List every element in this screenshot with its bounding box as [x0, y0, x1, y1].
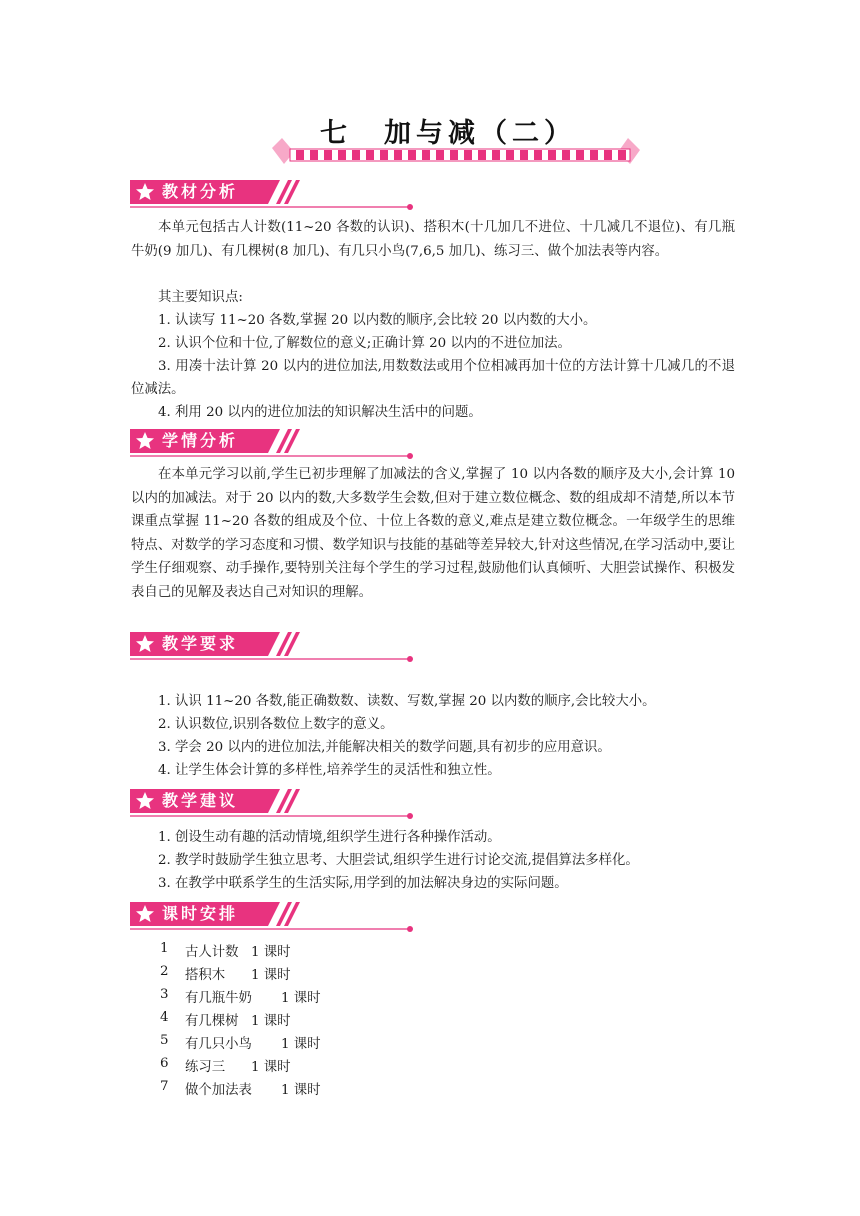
ribbon-square — [590, 150, 598, 160]
schedule-name: 有几棵树 — [185, 1014, 239, 1029]
schedule-name: 有几瓶牛奶 — [185, 991, 252, 1006]
schedule-hours: 1 课时 — [251, 1060, 291, 1075]
ribbon-square — [324, 150, 332, 160]
ribbon-square — [464, 150, 472, 160]
ribbon-square — [352, 150, 360, 160]
schedule-hours: 1 课时 — [281, 1037, 321, 1052]
analysis-points-title: 其主要知识点: — [158, 290, 243, 305]
ribbon-square — [394, 150, 402, 160]
analysis-point: 2. 认识个位和十位,了解数位的意义;正确计算 20 以内的不进位加法。 — [158, 336, 571, 351]
ribbon-square — [450, 150, 458, 160]
analysis-point: 3. 用凑十法计算 20 以内的进位加法,用数数法或用个位相减再加十位的方法计算十几减几的不退位减法。 — [131, 359, 735, 397]
schedule-hours: 1 课时 — [281, 1083, 321, 1098]
section-header-requirements — [130, 632, 420, 666]
suggestion-item: 1. 创设生动有趣的活动情境,组织学生进行各种操作活动。 — [158, 830, 501, 845]
analysis-intro: 本单元包括古人计数(11~20 各数的认识)、搭积木(十几加几不进位、十几减几不退位)、有几瓶牛奶(9 加几)、有几棵树(8 加几)、有几只小鸟(7,6,5 加几)、练习三、做个加法表等内容。 — [131, 220, 735, 259]
ribbon-square — [436, 150, 444, 160]
section-title: 教学要求 — [162, 634, 239, 653]
ribbon-square — [422, 150, 430, 160]
ribbon-square — [520, 150, 528, 160]
ribbon-square — [338, 150, 346, 160]
ribbon-square — [366, 150, 374, 160]
section-title: 教学建议 — [162, 791, 239, 810]
schedule-num: 1 — [160, 941, 169, 956]
ribbon-square — [296, 150, 304, 160]
title-ribbon-decoration — [272, 136, 650, 166]
schedule-num: 7 — [160, 1079, 169, 1094]
suggestion-item: 3. 在教学中联系学生的生活实际,用学到的加法解决身边的实际问题。 — [158, 876, 568, 891]
section-title: 教材分析 — [162, 182, 239, 201]
suggestion-item: 2. 教学时鼓励学生独立思考、大胆尝试,组织学生进行讨论交流,提倡算法多样化。 — [158, 853, 639, 868]
schedule-num: 4 — [160, 1010, 169, 1025]
ribbon-square — [604, 150, 612, 160]
analysis-point: 1. 认读写 11~20 各数,掌握 20 以内数的顺序,会比较 20 以内数的大小。 — [158, 313, 597, 328]
schedule-hours: 1 课时 — [281, 991, 321, 1006]
ribbon-square — [492, 150, 500, 160]
schedule-name: 做个加法表 — [185, 1083, 252, 1098]
ribbon-square — [548, 150, 556, 160]
ribbon-square — [618, 150, 626, 160]
schedule-name: 有几只小鸟 — [185, 1037, 252, 1052]
ribbon-square — [534, 150, 542, 160]
page-title: 七 加与减（二） — [320, 118, 576, 149]
analysis-point: 4. 利用 20 以内的进位加法的知识解决生活中的问题。 — [158, 405, 482, 420]
ribbon-square — [310, 150, 318, 160]
schedule-num: 5 — [160, 1033, 169, 1048]
section-header-learning — [130, 429, 420, 463]
schedule-num: 2 — [160, 964, 169, 979]
ribbon-square — [408, 150, 416, 160]
schedule-num: 6 — [160, 1056, 169, 1071]
ribbon-square — [562, 150, 570, 160]
section-header-schedule — [130, 902, 420, 936]
schedule-num: 3 — [160, 987, 169, 1002]
section-header-suggestions — [130, 789, 420, 823]
ribbon-square — [478, 150, 486, 160]
requirement-item: 2. 认识数位,识别各数位上数字的意义。 — [158, 717, 394, 732]
schedule-hours: 1 课时 — [251, 945, 291, 960]
ribbon-square — [380, 150, 388, 160]
schedule-name: 搭积木 — [185, 968, 226, 983]
schedule-name: 练习三 — [185, 1060, 226, 1075]
schedule-hours: 1 课时 — [251, 968, 291, 983]
requirement-item: 4. 让学生体会计算的多样性,培养学生的灵活性和独立性。 — [158, 763, 501, 778]
section-title: 课时安排 — [162, 904, 239, 923]
section-title: 学情分析 — [162, 431, 239, 450]
schedule-name: 古人计数 — [185, 945, 239, 960]
learning-text: 在本单元学习以前,学生已初步理解了加减法的含义,掌握了 10 以内各数的顺序及大小,会计算 10 以内的加减法。对于 20 以内的数,大多数学生会数,但对于建立数位概念、数的组成却不清楚,所以本节课重点掌握 11~20 各数的组成及个位、十位上各数的意义,难点是建立数位概念。一年级学生的思维特点、对数学的学习态度和习惯、数学知识与技能的基础等差异较大,针对这些情况,在学习活动中,要让学生仔细观察、动手操作,要特别关注每个学生的学习过程,鼓励他们认真倾听、大胆尝试操作、积极发表自己的见解及表达自己对知识的理解。 — [131, 467, 735, 600]
schedule-hours: 1 课时 — [251, 1014, 291, 1029]
ribbon-square — [576, 150, 584, 160]
section-header-analysis — [130, 180, 420, 214]
requirement-item: 3. 学会 20 以内的进位加法,并能解决相关的数学问题,具有初步的应用意识。 — [158, 740, 611, 755]
ribbon-square — [506, 150, 514, 160]
requirement-item: 1. 认识 11~20 各数,能正确数数、读数、写数,掌握 20 以内数的顺序,会比较大小。 — [158, 694, 656, 709]
